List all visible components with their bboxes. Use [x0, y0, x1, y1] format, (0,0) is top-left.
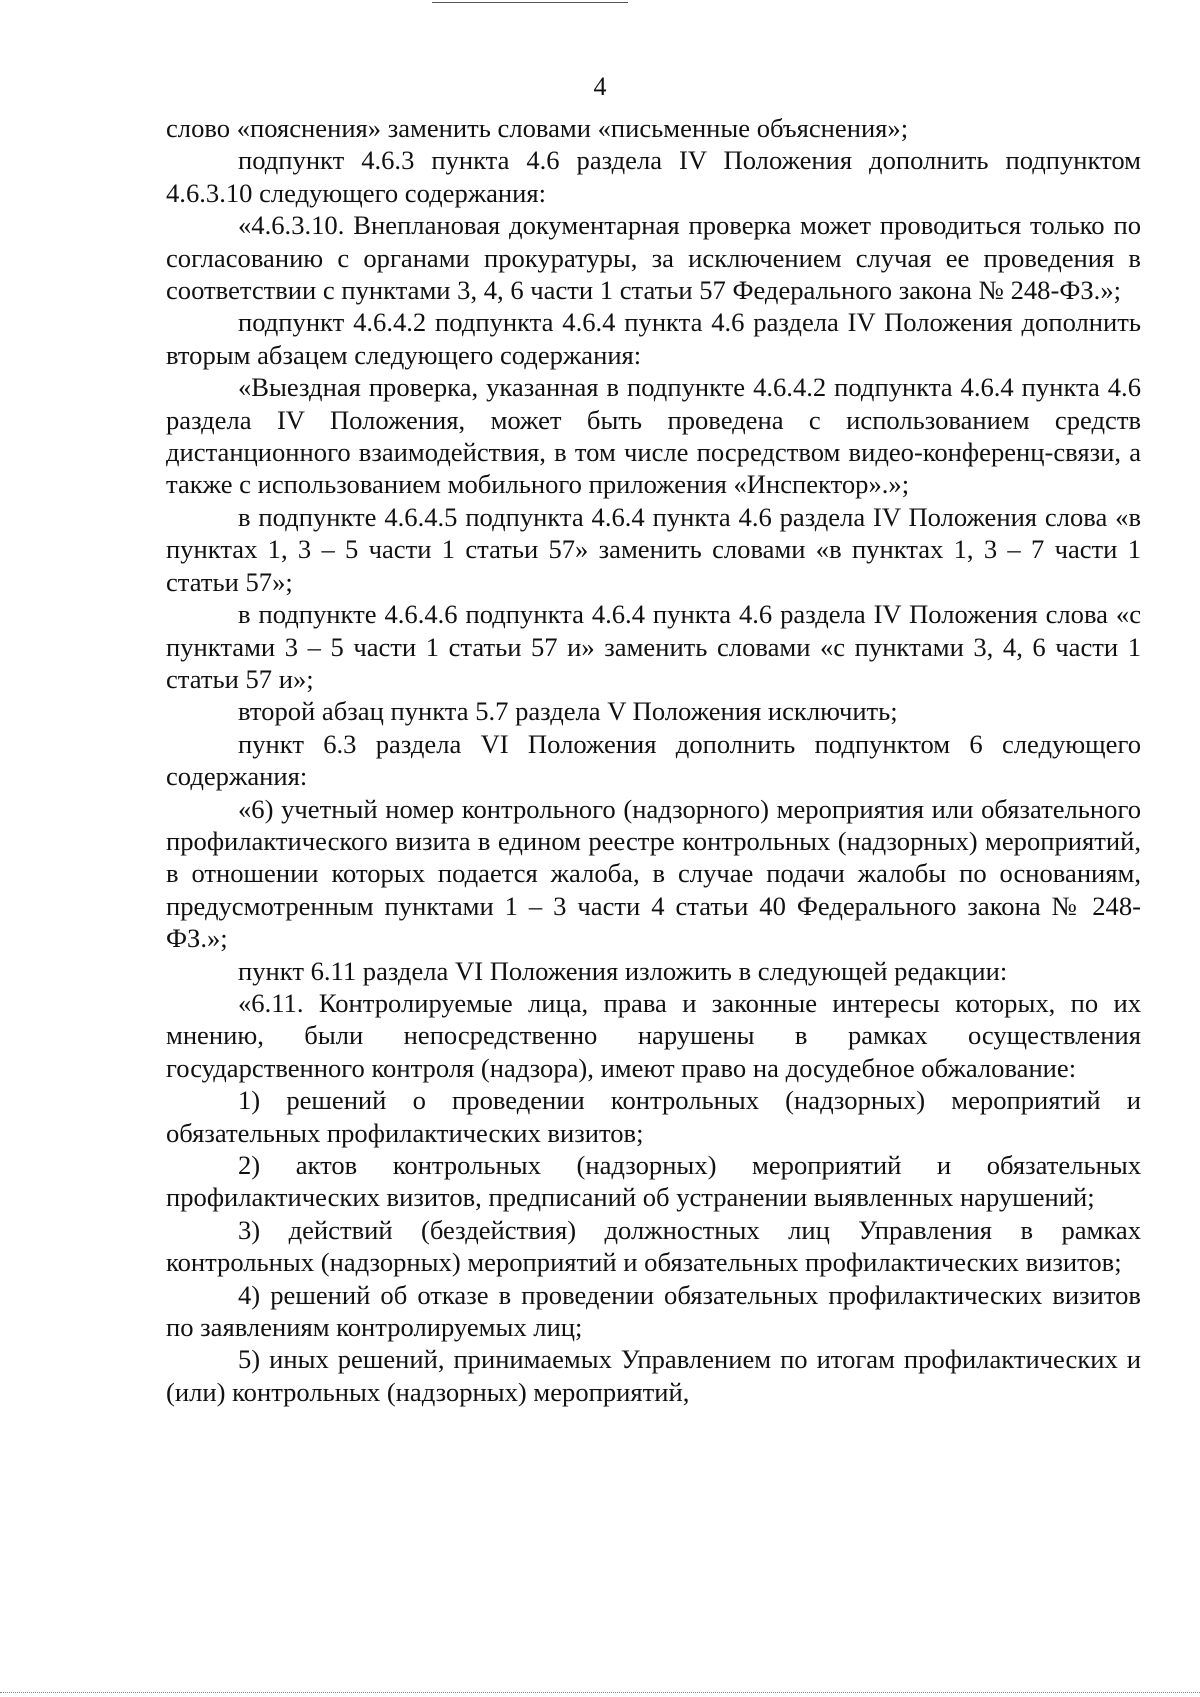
paragraph: «Выездная проверка, указанная в подпункте 4.6.4.2 подпункта 4.6.4 пункта 4.6 раздела IV Положения, может быть проведена с использованием средств дистанционного взаимодействия, в том числе посредством видео-конференц-связи, а также с использованием мобильного приложения «Инспектор».»; [166, 372, 1141, 500]
paragraph: 3) действий (бездействия) должностных лиц Управления в рамках контрольных (надзорных) мероприятий и обязательных профилактических визитов; [166, 1214, 1141, 1278]
bottom-scan-edge [0, 1692, 1200, 1693]
page-number: 4 [593, 72, 607, 101]
paragraph: «6) учетный номер контрольного (надзорного) мероприятия или обязательного профилактического визита в едином реестре контрольных (надзорных) мероприятий, в отношении которых подается жалоба, в случае подачи жалобы по основаниям, предусмотренным пунктами 1 – 3 части 4 статьи 40 Федерального закона № 248-ФЗ.»; [166, 793, 1141, 954]
top-rule [432, 2, 628, 3]
paragraph: слово «пояснения» заменить словами «письменные объяснения»; [166, 113, 909, 143]
document-body [166, 112, 1141, 1408]
paragraph: второй абзац пункта 5.7 раздела V Положения исключить; [238, 696, 898, 727]
paragraph: в подпункте 4.6.4.6 подпункта 4.6.4 пункта 4.6 раздела IV Положения слова «с пунктами 3 – 5 части 1 статьи 57 и» заменить словами «с пунктами 3, 4, 6 части 1 статьи 57 и»; [166, 599, 1141, 694]
paragraph: в подпункте 4.6.4.5 подпункта 4.6.4 пункта 4.6 раздела IV Положения слова «в пунктах 1, 3 – 5 части 1 статьи 57» заменить словами «в пунктах 1, 3 – 7 части 1 статьи 57»; [166, 501, 1141, 597]
paragraph: пункт 6.3 раздела VI Положения дополнить подпунктом 6 следующего содержания: [166, 728, 1141, 792]
paragraph: подпункт 4.6.4.2 подпункта 4.6.4 пункта 4.6 раздела IV Положения дополнить вторым абзацем следующего содержания: [166, 307, 1141, 370]
paragraph: «6.11. Контролируемые лица, права и законные интересы которых, по их мнению, были непосредственно нарушены в рамках осуществления государственного контроля (надзора), имеют право на досудебное обжалование: [166, 987, 1141, 1083]
paragraph: 1) решений о проведении контрольных (надзорных) мероприятий и обязательных профилактических визитов; [166, 1085, 1141, 1148]
paragraph: пункт 6.11 раздела VI Положения изложить в следующей редакции: [238, 955, 1008, 986]
paragraph: «4.6.3.10. Внеплановая документарная проверка может проводиться только по согласованию с органами прокуратуры, за исключением случая ее проведения в соответствии с пунктами 3, 4, 6 части 1 статьи 57 Федерального закона № 248-ФЗ.»; [166, 210, 1141, 306]
paragraph: подпункт 4.6.3 пункта 4.6 раздела IV Положения дополнить подпунктом 4.6.3.10 следующего содержания: [166, 145, 1141, 208]
paragraph: 5) иных решений, принимаемых Управлением по итогам профилактических и (или) контрольных (надзорных) мероприятий, [166, 1344, 1141, 1407]
paragraph: 2) актов контрольных (надзорных) мероприятий и обязательных профилактических визитов, предписаний об устранении выявленных нарушений; [166, 1150, 1141, 1213]
paragraph: 4) решений об отказе в проведении обязательных профилактических визитов по заявлениям контролируемых лиц; [166, 1279, 1141, 1343]
